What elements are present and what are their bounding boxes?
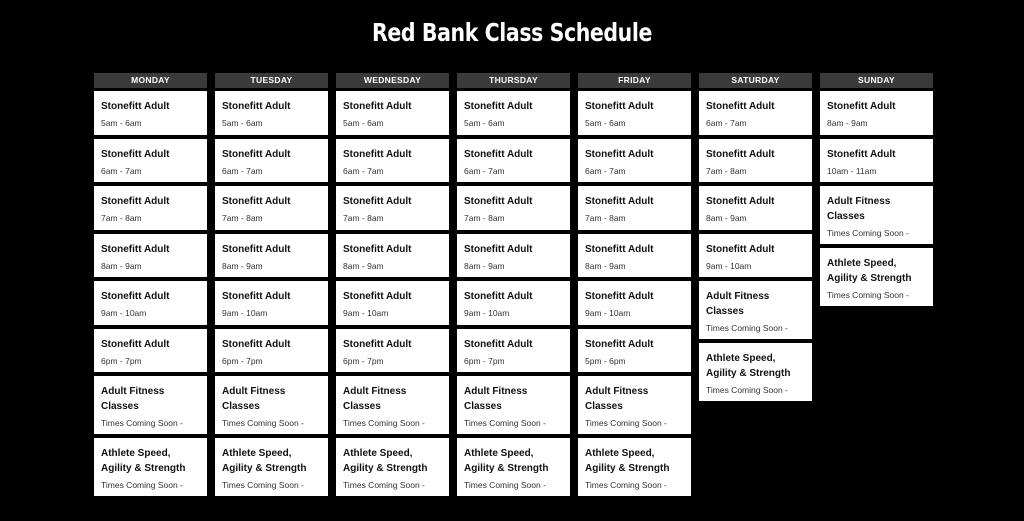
class-name: Stonefitt Adult xyxy=(585,338,654,350)
class-time: 7am - 8am xyxy=(222,213,263,223)
class-card[interactable] xyxy=(215,139,328,183)
class-time: 6am - 7am xyxy=(101,165,142,176)
class-name: Stonefitt Adult xyxy=(464,291,533,302)
class-name: Athlete Speed, Agility & Strength xyxy=(706,353,791,379)
day-header: FRIDAY xyxy=(578,73,691,88)
page-title: Red Bank Class Schedule xyxy=(372,18,652,47)
class-time: Times Coming Soon - xyxy=(343,480,425,490)
class-time: 6am - 7am xyxy=(706,118,747,128)
class-time: 9am - 10am xyxy=(706,260,752,271)
class-time: 8am - 9am xyxy=(827,118,868,128)
class-time: 8am - 9am xyxy=(585,260,626,271)
class-time: Times Coming Soon - xyxy=(101,480,183,490)
class-name: Stonefitt Adult xyxy=(222,196,291,207)
class-time: 5am - 6am xyxy=(343,118,384,128)
class-name: Stonefitt Adult xyxy=(827,101,896,112)
class-name: Stonefitt Adult xyxy=(343,101,412,112)
class-time: 9am - 10am xyxy=(101,308,147,318)
class-time: Times Coming Soon - xyxy=(827,290,909,300)
class-time: Times Coming Soon - xyxy=(706,385,788,395)
class-time: 6am - 7am xyxy=(585,165,626,176)
class-card[interactable] xyxy=(336,281,449,325)
class-card[interactable] xyxy=(336,139,449,183)
day-column-saturday xyxy=(699,73,812,496)
class-name: Stonefitt Adult xyxy=(101,243,170,255)
class-card[interactable] xyxy=(699,234,812,278)
class-card[interactable] xyxy=(457,234,570,278)
class-card[interactable] xyxy=(699,281,812,339)
class-name: Stonefitt Adult xyxy=(101,338,170,350)
class-card[interactable] xyxy=(336,376,449,434)
class-name: Athlete Speed, Agility & Strength xyxy=(343,448,428,474)
class-time: 8am - 9am xyxy=(222,260,263,271)
class-name: Stonefitt Adult xyxy=(706,148,775,160)
class-card[interactable] xyxy=(457,376,570,434)
class-name: Adult Fitness Classes xyxy=(343,386,407,412)
class-name: Stonefitt Adult xyxy=(706,196,775,207)
class-name: Stonefitt Adult xyxy=(222,243,291,255)
class-card[interactable] xyxy=(457,438,570,496)
class-card[interactable] xyxy=(820,91,933,135)
class-list xyxy=(336,91,449,496)
class-time: 5am - 6am xyxy=(464,118,505,128)
class-card[interactable] xyxy=(578,139,691,183)
class-time: Times Coming Soon - xyxy=(585,480,667,490)
class-card[interactable] xyxy=(94,139,207,183)
class-card[interactable] xyxy=(94,91,207,135)
class-card[interactable] xyxy=(457,186,570,230)
class-name: Athlete Speed, Agility & Strength xyxy=(585,448,670,474)
class-name: Stonefitt Adult xyxy=(222,338,291,350)
day-header: WEDNESDAY xyxy=(336,73,449,88)
class-card[interactable] xyxy=(820,186,933,244)
class-name: Stonefitt Adult xyxy=(101,196,170,207)
class-name: Stonefitt Adult xyxy=(101,148,170,160)
class-card[interactable] xyxy=(336,438,449,496)
class-card[interactable] xyxy=(457,91,570,135)
day-column-tuesday xyxy=(215,73,328,496)
class-name: Stonefitt Adult xyxy=(101,101,170,112)
class-name: Athlete Speed, Agility & Strength xyxy=(464,448,549,474)
class-name: Stonefitt Adult xyxy=(464,148,533,160)
class-time: 10am - 11am xyxy=(827,165,877,176)
class-card[interactable] xyxy=(215,281,328,325)
day-header: THURSDAY xyxy=(457,73,570,88)
class-name: Adult Fitness Classes xyxy=(585,386,649,412)
class-name: Stonefitt Adult xyxy=(585,243,654,255)
class-time: Times Coming Soon - xyxy=(827,228,909,238)
class-card[interactable] xyxy=(94,438,207,496)
class-time: 6am - 7am xyxy=(343,165,384,176)
class-time: 6am - 7am xyxy=(222,165,263,176)
class-card[interactable] xyxy=(578,438,691,496)
class-name: Adult Fitness Classes xyxy=(101,386,165,412)
class-time: 8am - 9am xyxy=(706,213,747,223)
class-time: 7am - 8am xyxy=(343,213,384,223)
class-time: 6pm - 7pm xyxy=(222,355,263,366)
class-time: Times Coming Soon - xyxy=(343,418,425,428)
class-name: Athlete Speed, Agility & Strength xyxy=(827,258,912,284)
class-card[interactable] xyxy=(215,438,328,496)
class-name: Stonefitt Adult xyxy=(706,101,775,112)
class-card[interactable] xyxy=(215,91,328,135)
class-time: 5am - 6am xyxy=(222,118,263,128)
class-list xyxy=(699,91,812,401)
class-name: Stonefitt Adult xyxy=(464,196,533,207)
class-time: 6pm - 7pm xyxy=(101,355,142,366)
class-list xyxy=(820,91,933,306)
class-time: 5pm - 6pm xyxy=(585,355,626,366)
class-card[interactable] xyxy=(94,281,207,325)
class-name: Adult Fitness Classes xyxy=(464,386,528,412)
class-time: 7am - 8am xyxy=(101,213,142,223)
class-time: Times Coming Soon - xyxy=(585,418,667,428)
class-time: 9am - 10am xyxy=(585,308,631,318)
day-header: MONDAY xyxy=(94,73,207,88)
class-card[interactable] xyxy=(699,343,812,401)
day-column-friday xyxy=(578,73,691,496)
class-time: 6pm - 7pm xyxy=(464,355,505,366)
class-card[interactable] xyxy=(94,329,207,373)
class-name: Stonefitt Adult xyxy=(101,291,170,302)
class-time: 5am - 6am xyxy=(585,118,626,128)
class-name: Stonefitt Adult xyxy=(343,243,412,255)
class-name: Stonefitt Adult xyxy=(585,196,654,207)
class-time: Times Coming Soon - xyxy=(464,418,546,428)
day-column-sunday xyxy=(820,73,933,496)
class-list xyxy=(215,91,328,496)
class-name: Stonefitt Adult xyxy=(464,243,533,255)
class-card[interactable] xyxy=(215,376,328,434)
class-list xyxy=(94,91,207,496)
class-time: Times Coming Soon - xyxy=(222,480,304,490)
class-card[interactable] xyxy=(578,376,691,434)
class-card[interactable] xyxy=(215,329,328,373)
class-name: Athlete Speed, Agility & Strength xyxy=(101,448,186,474)
class-name: Stonefitt Adult xyxy=(585,101,654,112)
class-name: Stonefitt Adult xyxy=(464,101,533,112)
class-card[interactable] xyxy=(578,234,691,278)
class-time: Times Coming Soon - xyxy=(706,323,788,333)
class-time: Times Coming Soon - xyxy=(464,480,546,490)
class-card[interactable] xyxy=(336,91,449,135)
class-time: 9am - 10am xyxy=(222,308,268,318)
class-card[interactable] xyxy=(820,248,933,306)
class-name: Athlete Speed, Agility & Strength xyxy=(222,448,307,474)
day-column-wednesday xyxy=(336,73,449,496)
class-time: 7am - 8am xyxy=(706,165,747,176)
class-card[interactable] xyxy=(336,329,449,373)
class-time: 8am - 9am xyxy=(101,260,142,271)
day-header: SATURDAY xyxy=(699,73,812,88)
class-time: 5am - 6am xyxy=(101,118,142,128)
class-list xyxy=(457,91,570,496)
class-card[interactable] xyxy=(94,376,207,434)
class-card[interactable] xyxy=(820,139,933,183)
class-name: Adult Fitness Classes xyxy=(827,196,891,222)
class-name: Stonefitt Adult xyxy=(585,148,654,160)
class-card[interactable] xyxy=(94,186,207,230)
class-time: 7am - 8am xyxy=(464,213,505,223)
class-name: Stonefitt Adult xyxy=(464,338,533,350)
class-time: 9am - 10am xyxy=(343,308,389,318)
class-name: Stonefitt Adult xyxy=(222,101,291,112)
class-time: 7am - 8am xyxy=(585,213,626,223)
class-card[interactable] xyxy=(699,91,812,135)
class-card[interactable] xyxy=(336,234,449,278)
schedule-grid xyxy=(94,73,933,496)
class-time: 8am - 9am xyxy=(464,260,505,271)
day-column-monday xyxy=(94,73,207,496)
class-name: Stonefitt Adult xyxy=(343,196,412,207)
class-card[interactable] xyxy=(215,186,328,230)
class-card[interactable] xyxy=(699,139,812,183)
class-card[interactable] xyxy=(215,234,328,278)
class-name: Stonefitt Adult xyxy=(343,291,412,302)
class-time: 9am - 10am xyxy=(464,308,510,318)
day-header: TUESDAY xyxy=(215,73,328,88)
class-card[interactable] xyxy=(578,281,691,325)
class-time: Times Coming Soon - xyxy=(222,418,304,428)
class-card[interactable] xyxy=(578,186,691,230)
class-card[interactable] xyxy=(457,281,570,325)
class-card[interactable] xyxy=(457,139,570,183)
class-name: Stonefitt Adult xyxy=(706,243,775,255)
class-card[interactable] xyxy=(94,234,207,278)
class-card[interactable] xyxy=(336,186,449,230)
class-name: Stonefitt Adult xyxy=(827,148,896,160)
class-card[interactable] xyxy=(699,186,812,230)
class-name: Adult Fitness Classes xyxy=(222,386,286,412)
day-header: SUNDAY xyxy=(820,73,933,88)
class-name: Stonefitt Adult xyxy=(222,148,291,160)
class-time: 6am - 7am xyxy=(464,165,505,176)
day-column-thursday xyxy=(457,73,570,496)
class-card[interactable] xyxy=(578,329,691,373)
class-list xyxy=(578,91,691,496)
class-name: Stonefitt Adult xyxy=(585,291,654,302)
class-card[interactable] xyxy=(457,329,570,373)
class-time: Times Coming Soon - xyxy=(101,418,183,428)
class-card[interactable] xyxy=(578,91,691,135)
class-name: Stonefitt Adult xyxy=(343,148,412,160)
class-name: Stonefitt Adult xyxy=(222,291,291,302)
class-name: Adult Fitness Classes xyxy=(706,291,770,317)
class-name: Stonefitt Adult xyxy=(343,338,412,350)
class-time: 8am - 9am xyxy=(343,260,384,271)
class-time: 6pm - 7pm xyxy=(343,355,384,366)
